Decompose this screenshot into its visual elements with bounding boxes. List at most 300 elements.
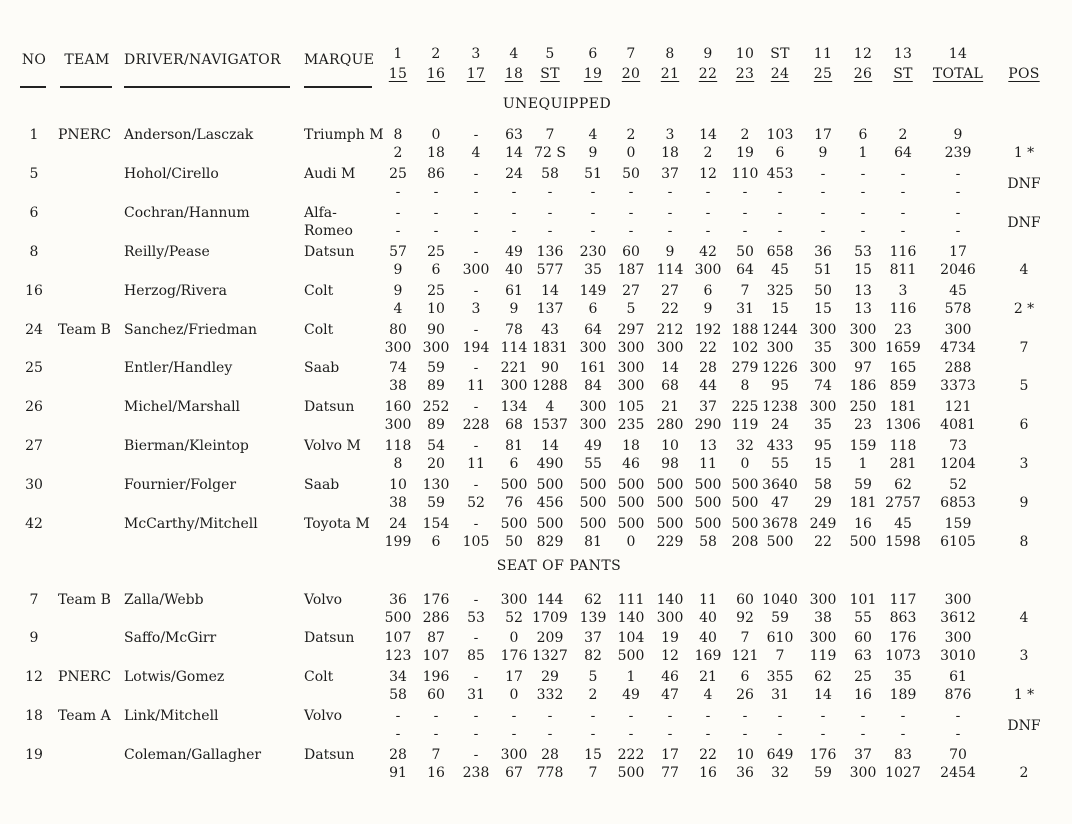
stage-score: - — [705, 708, 711, 724]
stage-score: 60 — [736, 592, 754, 608]
stage-score: 74 — [389, 360, 407, 376]
stage-score: 1073 — [885, 648, 921, 664]
marque: Datsun — [304, 747, 355, 763]
header-stage-top: 14 — [948, 46, 968, 62]
driver-navigator: Lotwis/Gomez — [124, 669, 225, 685]
stage-score: 10 — [661, 438, 679, 454]
stage-score: - — [900, 184, 906, 200]
stage-score: 6853 — [940, 495, 976, 511]
stage-score: 300 — [849, 322, 877, 338]
stage-score: 123 — [384, 648, 412, 664]
stage-score: 22 — [699, 747, 717, 763]
stage-score: 14 — [541, 283, 559, 299]
stage-score: 9 — [665, 244, 675, 260]
stage-score: - — [433, 205, 439, 221]
stage-score: 45 — [771, 262, 789, 278]
car-number: 8 — [29, 244, 39, 260]
stage-score: 300 — [579, 399, 607, 415]
car-number: 1 — [29, 127, 39, 143]
stage-score: 54 — [427, 438, 445, 454]
stage-score: 17 — [505, 669, 523, 685]
header-driver: DRIVER/NAVIGATOR — [124, 52, 281, 68]
stage-score: - — [820, 223, 826, 239]
stage-score: 176 — [809, 747, 837, 763]
stage-score: 97 — [854, 360, 872, 376]
stage-score: 500 — [656, 516, 684, 532]
driver-navigator: Anderson/Lasczak — [124, 127, 254, 143]
stage-score: 2 — [703, 145, 713, 161]
stage-score: 28 — [389, 747, 407, 763]
stage-score: 81 — [584, 534, 602, 550]
header-stage-bottom: 22 — [698, 66, 718, 82]
header-stage-top: 7 — [626, 46, 636, 62]
stage-score: - — [667, 205, 673, 221]
final-position: 9 — [1019, 495, 1029, 511]
marque: Colt — [304, 669, 334, 685]
stage-score: 84 — [584, 378, 602, 394]
stage-score: 105 — [462, 534, 490, 550]
stage-score: 14 — [661, 360, 679, 376]
stage-score: 2454 — [940, 765, 976, 781]
stage-score: 130 — [422, 477, 450, 493]
stage-score: 288 — [944, 360, 972, 376]
stage-score: 500 — [849, 534, 877, 550]
stage-score: 6105 — [940, 534, 976, 550]
stage-score: 61 — [505, 283, 523, 299]
stage-score: 35 — [894, 669, 912, 685]
driver-navigator: Bierman/Kleintop — [124, 438, 249, 454]
stage-score: 121 — [731, 648, 759, 664]
stage-score: - — [820, 205, 826, 221]
header-rule-marque — [304, 86, 372, 88]
stage-score: - — [590, 205, 596, 221]
stage-score: 62 — [584, 592, 602, 608]
stage-score: - — [705, 184, 711, 200]
stage-score: 13 — [854, 283, 872, 299]
stage-score: 577 — [536, 262, 564, 278]
final-position: 1 * — [1013, 145, 1035, 161]
stage-score: 81 — [505, 438, 523, 454]
stage-score: 176 — [422, 592, 450, 608]
stage-score: 11 — [699, 456, 717, 472]
stage-score: 116 — [889, 244, 917, 260]
stage-score: 279 — [731, 360, 759, 376]
stage-score: 63 — [854, 648, 872, 664]
stage-score: 578 — [944, 301, 972, 317]
stage-score: 187 — [617, 262, 645, 278]
team-name: Team B — [58, 322, 111, 338]
stage-score: 0 — [509, 687, 519, 703]
stage-score: 50 — [622, 166, 640, 182]
stage-score: 6 — [431, 262, 441, 278]
stage-score: 140 — [617, 610, 645, 626]
final-position: DNF — [1007, 718, 1041, 734]
header-stage-bottom: 21 — [660, 66, 680, 82]
header-rule-team — [60, 86, 112, 88]
stage-score: 36 — [389, 592, 407, 608]
stage-score: 1709 — [532, 610, 568, 626]
driver-navigator: Reilly/Pease — [124, 244, 210, 260]
stage-score: 114 — [656, 262, 684, 278]
stage-score: 9 — [818, 145, 828, 161]
stage-score: 52 — [505, 610, 523, 626]
stage-score: - — [820, 726, 826, 742]
stage-score: 31 — [736, 301, 754, 317]
car-number: 6 — [29, 205, 39, 221]
stage-score: 1537 — [532, 417, 568, 433]
marque: Colt — [304, 322, 334, 338]
header-stage-top: 12 — [853, 46, 873, 62]
stage-score: 73 — [949, 438, 967, 454]
stage-score: 62 — [894, 477, 912, 493]
stage-score: 7 — [431, 747, 441, 763]
stage-score: 5 — [588, 669, 598, 685]
stage-score: - — [628, 205, 634, 221]
final-position: 4 — [1019, 262, 1029, 278]
stage-score: 27 — [622, 283, 640, 299]
stage-score: 119 — [809, 648, 837, 664]
final-position: 2 — [1019, 765, 1029, 781]
car-number: 26 — [25, 399, 43, 415]
stage-score: 3010 — [940, 648, 976, 664]
final-position: 7 — [1019, 340, 1029, 356]
header-stage-bottom: 18 — [504, 66, 524, 82]
marque: Saab — [304, 477, 340, 493]
stage-score: 55 — [771, 456, 789, 472]
stage-score: 6 — [509, 456, 519, 472]
stage-score: 15 — [814, 301, 832, 317]
stage-score: 176 — [500, 648, 528, 664]
stage-score: 76 — [505, 495, 523, 511]
stage-score: 3612 — [940, 610, 976, 626]
stage-score: - — [511, 708, 517, 724]
stage-score: 1659 — [885, 340, 921, 356]
stage-score: 300 — [500, 378, 528, 394]
stage-score: - — [511, 223, 517, 239]
stage-score: 235 — [617, 417, 645, 433]
stage-score: 49 — [505, 244, 523, 260]
stage-score: 59 — [854, 477, 872, 493]
stage-score: - — [433, 726, 439, 742]
stage-score: 86 — [427, 166, 445, 182]
stage-score: - — [473, 223, 479, 239]
driver-navigator: Sanchez/Friedman — [124, 322, 257, 338]
stage-score: 3 — [898, 283, 908, 299]
stage-score: 35 — [584, 262, 602, 278]
stage-score: 7 — [545, 127, 555, 143]
stage-score: 64 — [736, 262, 754, 278]
stage-score: 1 — [626, 669, 636, 685]
car-number: 12 — [25, 669, 43, 685]
header-marque: MARQUE — [304, 52, 375, 68]
stage-score: 24 — [505, 166, 523, 182]
stage-score: 778 — [536, 765, 564, 781]
stage-score: 144 — [536, 592, 564, 608]
stage-score: 161 — [579, 360, 607, 376]
stage-score: - — [547, 223, 553, 239]
car-number: 24 — [25, 322, 43, 338]
stage-score: 95 — [814, 438, 832, 454]
stage-score: 7 — [740, 283, 750, 299]
stage-score: 46 — [661, 669, 679, 685]
marque: Volvo — [304, 592, 343, 608]
stage-score: 107 — [384, 630, 412, 646]
stage-score: 45 — [894, 516, 912, 532]
stage-score: 300 — [500, 747, 528, 763]
marque: Audi M — [304, 166, 356, 182]
stage-score: - — [433, 184, 439, 200]
stage-score: - — [705, 205, 711, 221]
stage-score: 9 — [393, 262, 403, 278]
header-stage-bottom: 23 — [735, 66, 755, 82]
stage-score: 1204 — [940, 456, 976, 472]
stage-score: - — [511, 726, 517, 742]
stage-score: 57 — [389, 244, 407, 260]
stage-score: 36 — [736, 765, 754, 781]
stage-score: 22 — [699, 340, 717, 356]
stage-score: - — [473, 205, 479, 221]
stage-score: 32 — [736, 438, 754, 454]
stage-score: 13 — [699, 438, 717, 454]
header-stage-top: 5 — [545, 46, 555, 62]
driver-navigator: Hohol/Cirello — [124, 166, 219, 182]
stage-score: 68 — [661, 378, 679, 394]
stage-score: 280 — [656, 417, 684, 433]
stage-score: 101 — [849, 592, 877, 608]
stage-score: 37 — [854, 747, 872, 763]
stage-score: - — [473, 592, 479, 608]
stage-score: - — [955, 726, 961, 742]
stage-score: 62 — [814, 669, 832, 685]
stage-score: 230 — [579, 244, 607, 260]
stage-score: - — [547, 205, 553, 221]
stage-score: - — [473, 184, 479, 200]
stage-score: - — [777, 708, 783, 724]
stage-score: - — [742, 708, 748, 724]
stage-score: - — [860, 223, 866, 239]
stage-score: 196 — [422, 669, 450, 685]
stage-score: 1027 — [885, 765, 921, 781]
header-stage-top: 8 — [665, 46, 675, 62]
stage-score: - — [395, 205, 401, 221]
stage-score: 500 — [579, 495, 607, 511]
stage-score: 6 — [588, 301, 598, 317]
stage-score: 14 — [814, 687, 832, 703]
stage-score: 77 — [661, 765, 679, 781]
stage-score: 23 — [894, 322, 912, 338]
stage-score: - — [547, 726, 553, 742]
stage-score: 26 — [736, 687, 754, 703]
stage-score: 25 — [427, 244, 445, 260]
stage-score: 4081 — [940, 417, 976, 433]
stage-score: - — [473, 127, 479, 143]
driver-navigator: Saffo/McGirr — [124, 630, 217, 646]
marque: Datsun — [304, 630, 355, 646]
header-stage-top: 4 — [509, 46, 519, 62]
stage-score: 38 — [389, 378, 407, 394]
stage-score: 61 — [949, 669, 967, 685]
stage-score: 1306 — [885, 417, 921, 433]
stage-score: 17 — [661, 747, 679, 763]
stage-score: 300 — [617, 378, 645, 394]
stage-score: 58 — [541, 166, 559, 182]
stage-score: 863 — [889, 610, 917, 626]
stage-score: 44 — [699, 378, 717, 394]
stage-score: - — [590, 223, 596, 239]
stage-score: - — [860, 166, 866, 182]
stage-score: 433 — [766, 438, 794, 454]
stage-score: - — [955, 205, 961, 221]
stage-score: 80 — [389, 322, 407, 338]
stage-score: 37 — [661, 166, 679, 182]
stage-score: 50 — [814, 283, 832, 299]
driver-navigator: Herzog/Rivera — [124, 283, 227, 299]
stage-score: 20 — [427, 456, 445, 472]
stage-score: 4 — [545, 399, 555, 415]
stage-score: 27 — [661, 283, 679, 299]
final-position: DNF — [1007, 215, 1041, 231]
stage-score: 55 — [854, 610, 872, 626]
stage-score: 188 — [731, 322, 759, 338]
stage-score: 189 — [889, 687, 917, 703]
stage-score: 14 — [699, 127, 717, 143]
stage-score: 42 — [699, 244, 717, 260]
stage-score: 4 — [471, 145, 481, 161]
stage-score: 45 — [949, 283, 967, 299]
stage-score: 50 — [736, 244, 754, 260]
stage-score: 286 — [422, 610, 450, 626]
stage-score: 49 — [584, 438, 602, 454]
stage-score: - — [742, 223, 748, 239]
stage-score: 34 — [389, 669, 407, 685]
stage-score: 35 — [814, 417, 832, 433]
stage-score: 0 — [431, 127, 441, 143]
stage-score: 118 — [384, 438, 412, 454]
stage-score: 2046 — [940, 262, 976, 278]
stage-score: 67 — [505, 765, 523, 781]
stage-score: 31 — [771, 687, 789, 703]
driver-navigator: Link/Mitchell — [124, 708, 219, 724]
stage-score: 37 — [584, 630, 602, 646]
stage-score: 114 — [500, 340, 528, 356]
stage-score: 228 — [462, 417, 490, 433]
stage-score: 19 — [736, 145, 754, 161]
header-stage-top: 9 — [703, 46, 713, 62]
stage-score: 89 — [427, 378, 445, 394]
stage-score: 1598 — [885, 534, 921, 550]
stage-score: 500 — [656, 495, 684, 511]
stage-score: 160 — [384, 399, 412, 415]
header-stage-bottom: 20 — [621, 66, 641, 82]
stage-score: 2 — [898, 127, 908, 143]
stage-score: 37 — [699, 399, 717, 415]
stage-score: - — [395, 184, 401, 200]
stage-score: 8 — [393, 127, 403, 143]
stage-score: 300 — [656, 610, 684, 626]
header-stage-top: 13 — [893, 46, 913, 62]
stage-score: 829 — [536, 534, 564, 550]
stage-score: 74 — [814, 378, 832, 394]
stage-score: - — [395, 708, 401, 724]
stage-score: 658 — [766, 244, 794, 260]
stage-score: - — [395, 223, 401, 239]
driver-navigator: McCarthy/Mitchell — [124, 516, 258, 532]
stage-score: 500 — [731, 477, 759, 493]
header-stage-top: 6 — [588, 46, 598, 62]
stage-score: 51 — [814, 262, 832, 278]
stage-score: - — [511, 205, 517, 221]
stage-score: 58 — [389, 687, 407, 703]
stage-score: 325 — [766, 283, 794, 299]
stage-score: 82 — [584, 648, 602, 664]
driver-navigator: Cochran/Hannum — [124, 205, 250, 221]
stage-score: 1226 — [762, 360, 798, 376]
stage-score: 17 — [814, 127, 832, 143]
stage-score: 98 — [661, 456, 679, 472]
stage-score: 72 S — [534, 145, 566, 161]
stage-score: - — [473, 747, 479, 763]
stage-score: 19 — [661, 630, 679, 646]
stage-score: 53 — [467, 610, 485, 626]
stage-score: 21 — [699, 669, 717, 685]
stage-score: 38 — [814, 610, 832, 626]
stage-score: 500 — [579, 516, 607, 532]
stage-score: 2757 — [885, 495, 921, 511]
section-title: UNEQUIPPED — [502, 96, 612, 112]
stage-score: 51 — [584, 166, 602, 182]
stage-score: 16 — [699, 765, 717, 781]
team-name: Team B — [58, 592, 111, 608]
stage-score: - — [473, 166, 479, 182]
stage-score: 500 — [617, 477, 645, 493]
stage-score: 13 — [854, 301, 872, 317]
stage-score: 11 — [467, 378, 485, 394]
stage-score: - — [628, 184, 634, 200]
stage-score: 24 — [389, 516, 407, 532]
stage-score: 139 — [579, 610, 607, 626]
stage-score: 28 — [699, 360, 717, 376]
header-stage-bottom: 25 — [813, 66, 833, 82]
stage-score: 59 — [771, 610, 789, 626]
stage-score: 18 — [622, 438, 640, 454]
car-number: 19 — [25, 747, 43, 763]
stage-score: 300 — [809, 399, 837, 415]
stage-score: 281 — [889, 456, 917, 472]
stage-score: 22 — [814, 534, 832, 550]
header-stage-bottom: 17 — [466, 66, 486, 82]
stage-score: 107 — [422, 648, 450, 664]
stage-score: - — [777, 726, 783, 742]
car-number: 9 — [29, 630, 39, 646]
stage-score: 49 — [622, 687, 640, 703]
stage-score: 3678 — [762, 516, 798, 532]
stage-score: 186 — [849, 378, 877, 394]
stage-score: 300 — [809, 630, 837, 646]
stage-score: 63 — [505, 127, 523, 143]
stage-score: 3 — [471, 301, 481, 317]
stage-score: 500 — [579, 477, 607, 493]
header-stage-top: 2 — [431, 46, 441, 62]
stage-score: 9 — [953, 127, 963, 143]
stage-score: 192 — [694, 322, 722, 338]
stage-score: 91 — [389, 765, 407, 781]
stage-score: 18 — [427, 145, 445, 161]
stage-score: - — [667, 708, 673, 724]
driver-navigator: Fournier/Folger — [124, 477, 237, 493]
stage-score: 3 — [665, 127, 675, 143]
stage-score: - — [628, 726, 634, 742]
final-position: 1 * — [1013, 687, 1035, 703]
